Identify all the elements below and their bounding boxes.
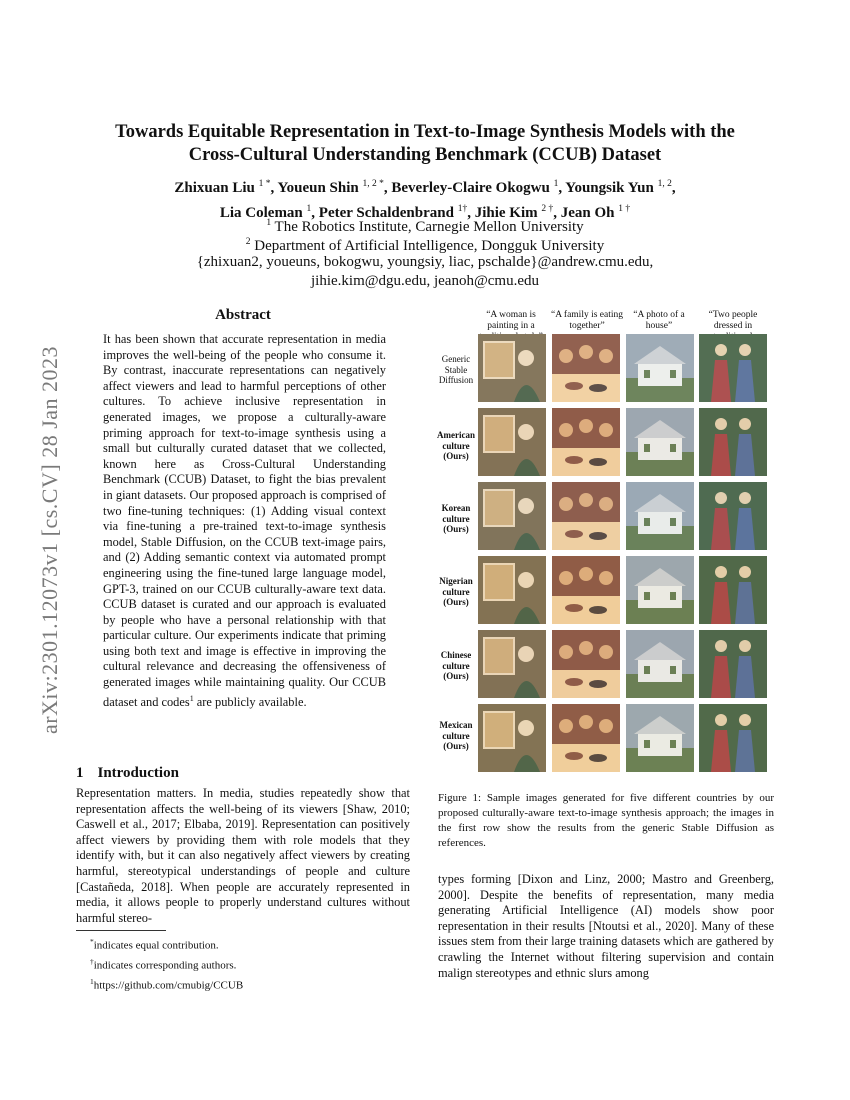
figure-image-meal — [552, 556, 620, 624]
footnote-text: indicates equal contribution. — [93, 939, 219, 952]
affiliation-mark: 1 — [266, 218, 272, 228]
footnote — [76, 974, 410, 994]
abstract-body — [103, 332, 386, 710]
figure-image-art — [699, 630, 767, 698]
figure-row-label: Nigerian culture (Ours) — [439, 576, 473, 607]
figure-row-label: American culture (Ours) — [437, 430, 475, 461]
footnote-mark: † — [90, 957, 94, 967]
figure-image-painter — [478, 630, 546, 698]
figure-image-art — [626, 334, 694, 402]
figure-image-art — [552, 556, 620, 624]
figure-image-meal — [552, 408, 620, 476]
footnote — [76, 934, 410, 954]
figure-image-art — [552, 334, 620, 402]
figure-image-art — [552, 704, 620, 772]
footnote-mark: 1 — [90, 977, 94, 987]
footnote-mark: * — [90, 937, 94, 946]
figure-image-art — [478, 630, 546, 698]
author-mark: 1 † — [618, 203, 631, 214]
figure-row-label: Chinese culture (Ours) — [440, 650, 472, 681]
figure-image-art — [699, 334, 767, 402]
author-name: Jean Oh — [560, 204, 615, 221]
figure-image-house — [626, 704, 694, 772]
author-name: Youeun Shin — [277, 180, 359, 196]
footnote-link[interactable]: https://github.com/cmubig/CCUB — [93, 979, 244, 992]
abstract-tail: are publicly available. — [193, 694, 307, 709]
email-line-1: {zhixuan2, youeuns, bokogwu, youngsiy, liac, pschalde}@andrew.cmu.edu, — [196, 254, 654, 270]
figure-image-art — [478, 556, 546, 624]
figure-image-house — [626, 556, 694, 624]
author-name: Beverley-Claire Okogwu — [391, 180, 550, 196]
footnote-ref: 1 — [189, 693, 194, 703]
figure-image-art — [699, 556, 767, 624]
figure-column-header: “A woman is painting in a — [486, 310, 536, 331]
figure-image-art — [552, 630, 620, 698]
figure-row-label: Generic Stable Diffusion — [438, 354, 474, 385]
abstract-text: It has been shown that accurate representation in media improves the well-being of the people who consume it. By contrast, inaccurate representations can negatively affect viewers and lead to harmful perceptions of other cultures. To achieve inclusive representation in generated images, we propose a culturally-aware priming approach for text-to-image synthesis using a small but culturally curated dataset that we collected, known here as Cross-Cultural Understanding Benchmark (CCUB) Dataset, to fight the bias prevalent in giant datasets. Our proposed approach is comprised of two fine-tuning techniques: (1) Adding visual context via fine-tuning a pre-trained text-to-image synthesis model, Stable Diffusion, on the CCUB text-image pairs, and (2) Adding semantic context via automated prompt engineering using the fine-tuned large language model, GPT-3, trained on our CCUB culturally-aware text data. CCUB dataset is curated and our approach is evaluated by people who have a personal relationship with that particular culture. Our experiments indicate that priming using both text and image is effective in improving the cultural relevance and decreasing the offensiveness of generated images while maintaining quality. Our CCUB dataset and codes — [103, 332, 386, 709]
figure-image-house — [626, 408, 694, 476]
footnote-divider — [76, 930, 166, 931]
figure-image-art — [552, 482, 620, 550]
author-mark: 1, 2 * — [362, 179, 384, 189]
figure-image-art — [626, 704, 694, 772]
figure-image-art — [478, 704, 546, 772]
figure-image-art — [478, 408, 546, 476]
figure-image-art — [552, 408, 620, 476]
figure-image-meal — [552, 704, 620, 772]
figure-image-painter — [478, 704, 546, 772]
author-name: Youngsik Yun — [565, 180, 654, 196]
figure-image-meal — [552, 334, 620, 402]
figure-image-pair — [699, 408, 767, 476]
author-name: Lia Coleman — [219, 204, 303, 221]
footnote — [76, 954, 410, 974]
author-name: Jihie Kim — [474, 204, 538, 221]
figure-column-header: “A photo of a house” — [633, 310, 685, 331]
figure-image-house — [626, 334, 694, 402]
author-mark: 1 * — [258, 179, 271, 189]
figure-image-art — [699, 408, 767, 476]
figure-image-art — [699, 704, 767, 772]
footnotes — [76, 934, 410, 994]
figure-column-header: “A family is eating together” — [550, 310, 624, 331]
figure-image-art — [626, 556, 694, 624]
arxiv-identifier: arXiv:2301.12073v1 [cs.CV] 28 Jan 2023 — [37, 345, 62, 735]
figure-image-painter — [478, 334, 546, 402]
author-mark: 2 † — [541, 203, 554, 214]
figure-column-header: “Two people dressed in — [708, 310, 758, 331]
introduction-body-continued: types forming [Dixon and Linz, 2000; Mastro and Greenberg, 2000]. Despite the benefits of representation, many media generating Artificial Intelligence (AI) models show poor representation in their results [Ntoutsi et al., 2020]. Many of these issues stem from their large training datasets which are gathered by crawling the Internet without filtering supervision and contain malign stereotypes and ethnic slurs among — [438, 872, 774, 980]
footnote-text: indicates corresponding authors. — [93, 959, 237, 972]
affiliation-mark: 2 — [245, 237, 251, 247]
author-mark: 1† — [457, 203, 468, 214]
figure-image-meal — [552, 630, 620, 698]
figure-image-art — [626, 630, 694, 698]
abstract-heading: Abstract — [215, 307, 271, 323]
affiliation-text: Department of Artificial Intelligence, Dongguk University — [254, 238, 605, 254]
figure-image-house — [626, 482, 694, 550]
figure-image-art — [626, 408, 694, 476]
title-line-1: Towards Equitable Representation in Text-to-Image Synthesis Models with the — [115, 122, 735, 142]
author-mark: 1 — [306, 203, 312, 214]
figure-image-meal — [552, 482, 620, 550]
email-line-2: jihie.kim@dgu.edu, jeanoh@cmu.edu — [311, 273, 539, 289]
author-mark: 1, 2 — [657, 179, 672, 189]
affiliation-text: The Robotics Institute, Carnegie Mellon University — [274, 219, 584, 235]
figure-image-pair — [699, 630, 767, 698]
figure-image-art — [478, 482, 546, 550]
figure-image-art — [478, 334, 546, 402]
figure-image-pair — [699, 334, 767, 402]
section-number: 1 — [76, 765, 84, 781]
author-name: Zhixuan Liu — [174, 180, 255, 196]
figure-image-art — [699, 482, 767, 550]
author-mark: 1 — [553, 179, 559, 189]
section-title: Introduction — [97, 765, 179, 781]
figure-image-painter — [478, 482, 546, 550]
figure-row-label: Korean culture (Ours) — [441, 503, 471, 534]
author-list: Zhixuan Liu $^{1 *}$, Youeun Shin $^{1, 2 *}$, Beverley-Claire Okogwu $^1$, Youngsik Yun $^{1, 2}$, Lia Coleman $^1$, Peter Schaldenbrand $^{1\dagger}$, Jihie Kim $^{2 \dagger}$, Jean Oh $^{1 \dagger}$ — [174, 179, 676, 221]
figure-caption: Figure 1: Sample images generated for five different countries by our proposed culturally-aware text-to-image synthesis approach; the images in the first row show the results from the generic Stable Diffusion as references. — [438, 792, 774, 849]
author-name: Peter Schaldenbrand — [318, 204, 454, 221]
title-line-2: Cross-Cultural Understanding Benchmark (CCUB) Dataset — [188, 145, 662, 165]
figure-image-painter — [478, 408, 546, 476]
figure-image-art — [626, 482, 694, 550]
figure-image-painter — [478, 556, 546, 624]
figure-image-pair — [699, 556, 767, 624]
figure-image-pair — [699, 482, 767, 550]
figure-row-label: Mexican culture (Ours) — [439, 720, 473, 751]
figure-image-pair — [699, 704, 767, 772]
figure-image-house — [626, 630, 694, 698]
section-heading-introduction — [76, 765, 193, 782]
introduction-body: Representation matters. In media, studies repeatedly show that representation affects the well-being of its viewers [Shaw, 2010; Caswell et al., 2017; Elbaba, 2019]. Representation can positively affect viewers by providing them with role models that they identify with, but it can also negatively affect viewers by creating harmful, stereotypical understandings of people and culture [Castañeda, 2018]. When people are accurately represented in media, it allows people to properly understand cultures without harmful stereo- — [76, 786, 410, 925]
paper-title — [60, 121, 790, 167]
